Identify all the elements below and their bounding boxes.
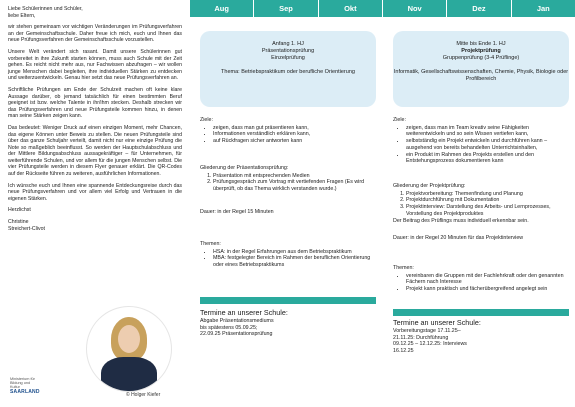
structure-item: 2. Projektdurchführung mit Dokumentation — [406, 197, 569, 204]
letter-paragraph-2: Unsere Welt verändert sich rasant. Damit unsere Schülerinnen gut vorbereitet in ihre Zukunft starten können, muss auch Schule mit der Zeit gehen. Es reicht nicht mehr aus, nur Fachwissen abzufragen – wir wollen junge Menschen dabei begleiten, ihre individuellen Stärken zu entdecken und weiterzuentwickeln. Genau hier setzt das neue Prüfungsverfahren an. — [8, 48, 182, 82]
greeting: Liebe Schülerinnen und Schüler, liebe Eltern, — [8, 6, 83, 19]
ministry-logo: Ministerium für Bildung und Kultur SAARLAND — [10, 377, 40, 395]
letter-paragraph-5: Ich wünsche euch und Ihnen eine spannende Entdeckungsreise durch das neue Prüfungsverfahren und vor allem viel Erfolg und Vertrauen in die eigenen Stärken. — [8, 182, 182, 202]
goal-item: • selbstständig ein Projekt entwickeln und durchführen kann – ausgehend von bereits behandelten Unterrichtsinhalten, — [406, 138, 569, 151]
topic-item: • vereinbaren die Gruppen mit der Fachlehrkraft oder den genannten Fächern nach Interesse — [406, 273, 569, 286]
structure-item: 1. Präsentation mit entsprechenden Medien — [213, 173, 376, 180]
exam-topic: Thema: Betriebspraktikum oder berufliche Orientierung — [221, 69, 355, 75]
topic-item: • HSA: in der Regel Erfahrungen aus dem Betriebspraktikum — [213, 249, 376, 256]
exam-subjects: Informatik, Gesellschaftswissenschaften, Chemie, Physik, Biologie oder Profilbereich — [393, 69, 569, 82]
exam-timing: Mitte bis Ende 1. HJ — [456, 41, 506, 47]
divider-bar — [393, 309, 569, 316]
structure-section: Gliederung der Projektprüfung: 1. Projektvorbereitung: Themenfindung und Planung 2. Projektdurchführung mit Dokumentation 3. Projektinterview: Darstellung des Arbeits- und Lernprozesses, Vorstellung des Projektproduktes Der Beitrag des Prüflings muss individuell erkennbar sein. — [393, 183, 569, 224]
letter-paragraph-3: Schriftliche Prüfungen am Ende der Schulzeit machen oft keine klare Aussage darüber, ob jemand tatsächlich für einen bestimmten Beruf geeignet ist bzw. welche Talente in ihr/ihm stecken. Deshalb strecken wir das Prüfungsverfahren und neue Prüfungsteile kommen hinzu, in denen man seine Stärken zeigen kann. — [8, 86, 182, 120]
topic-item: • Projekt kann praktisch und fächerübergreifend angelegt sein — [406, 286, 569, 293]
exam-type: Einzelprüfung — [271, 55, 305, 61]
goal-item: • ein Produkt im Rahmen des Projekts erstellen und den Entstehungsprozess dokumentieren kann — [406, 152, 569, 165]
divider-bar — [200, 297, 376, 304]
photo-credit: © Holger Kiefer — [126, 392, 161, 398]
month-dez: Dez — [447, 0, 511, 17]
structure-item: 2. Prüfungsgespräch zum Vortrag mit vertiefenden Fragen (Es wird überprüft, ob das Thema wirklich verstanden wurde.) — [213, 179, 376, 192]
presentation-exam-column — [190, 17, 382, 407]
exam-type: Gruppenprüfung (3-4 Prüflinge) — [442, 55, 520, 61]
letter-closing: Herzlichst — [8, 207, 31, 214]
topics-section: Themen: • vereinbaren die Gruppen mit der Fachlehrkraft oder den genannten Fächern nach Interesse • Projekt kann praktisch und fächerübergreifend angelegt sein — [393, 265, 569, 293]
goal-item: • zeigen, dass man im Team kreativ seine Fähigkeiten weiterentwickeln und so sein Wissen vertiefen kann, — [406, 125, 569, 138]
goals-section: Ziele: • zeigen, dass man im Team kreativ seine Fähigkeiten weiterentwickeln und so sein Wissen vertiefen kann, • selbstständig ein Projekt entwickeln und durchführen kann – ausgehend von bereits behandelten Unterrichtsinhalten, • ein Produkt im Rahmen des Projekts erstellen und den Entstehungsprozess dokumentieren kann — [393, 117, 569, 165]
month-sep: Sep — [254, 0, 318, 17]
letter-paragraph-4: Das bedeutet: Weniger Druck auf einen einzigen Moment, mehr Chancen, das eigene Können unter Beweis zu stellen. Die neuen Prüfungsteile sind über das ganze Schuljahr verteilt, damit nicht nur eine einzige Prüfung die Note so maßgeblich beeinflusst. So werden der Hauptschulabschluss und der Mittlere Bildungsabschluss aussagekräftiger – für Unternehmen, für weiterführende Schulen, und vor allem für die jungen Menschen selbst. Die vier Prüfungsteile werden in diesem Flyer genauer erklärt. Die QR-Codes auf der Rückseite führen zu weiteren, ausführlichen Informationen. — [8, 124, 182, 178]
goal-item: • auf Rückfragen sicher antworten kann — [213, 138, 376, 145]
exam-title: Projektprüfung — [461, 48, 501, 54]
presentation-exam-header — [200, 31, 376, 107]
structure-section: Gliederung der Präsentationsprüfung: 1. Präsentation mit entsprechenden Medien 2. Prüfungsgespräch zum Vortrag mit vertiefenden Fragen (Es wird überprüft, ob das Thema wirklich verstanden wurde.) — [200, 165, 376, 193]
duration: Dauer: in der Regel 15 Minuten — [200, 209, 274, 215]
month-aug: Aug — [190, 0, 254, 17]
goal-item: • zeigen, dass man gut präsentieren kann, — [213, 125, 376, 132]
goal-item: • Informationen verständlich erklären kann, — [213, 131, 376, 138]
exam-timing: Anfang 1. HJ — [272, 41, 304, 47]
individual-contribution-note: Der Beitrag des Prüflings muss individuell erkennbar sein. — [393, 217, 529, 224]
month-okt: Okt — [319, 0, 383, 17]
duration: Dauer: in der Regel 20 Minuten für das Projektinterview — [393, 235, 524, 241]
month-nov: Nov — [383, 0, 447, 17]
signature-name: Christine Streichert-Clivot — [8, 219, 45, 232]
school-dates: Termine an unserer Schule: Abgabe Präsentationsmediums bis spätestens 05.09.25; 22.09.25 Präsentationsprüfung — [200, 308, 288, 338]
structure-item: 3. Projektinterview: Darstellung des Arbeits- und Lernprozesses, Vorstellung des Projektproduktes — [406, 204, 569, 217]
project-exam-header — [393, 31, 569, 107]
month-timeline — [190, 0, 575, 17]
structure-item: 1. Projektvorbereitung: Themenfindung und Planung — [406, 191, 569, 198]
exam-title: Präsentationsprüfung — [261, 48, 315, 54]
school-dates: Termine an unserer Schule: Vorbereitungstage 17.11.25– 21.11.25: Durchführung 09.12.25 – 12.12.25: Interviews 16.12.25 — [393, 318, 481, 354]
month-jan: Jan — [512, 0, 575, 17]
project-exam-column — [383, 17, 575, 407]
goals-section: Ziele: • zeigen, dass man gut präsentieren kann, • Informationen verständlich erklären kann, • auf Rückfragen sicher antworten kann — [200, 117, 376, 145]
topic-item: • MBA: festgelegter Bereich im Rahmen der beruflichen Orientierung oder eines Betriebspraktikums — [213, 255, 376, 268]
letter-paragraph-1: wir stehen gemeinsam vor wichtigen Veränderungen im Prüfungsverfahren an der Gemeinschaftsschule. Daher freue ich mich, euch und Ihnen das neue Prüfungsverfahren der Gemeinschaftsschule vorzustellen. — [8, 24, 182, 44]
topics-section: Themen: • HSA: in der Regel Erfahrungen aus dem Betriebspraktikum • MBA: festgelegter Bereich im Rahmen der beruflichen Orientierung oder eines Betriebspraktikums — [200, 241, 376, 269]
minister-portrait-photo — [86, 306, 172, 392]
